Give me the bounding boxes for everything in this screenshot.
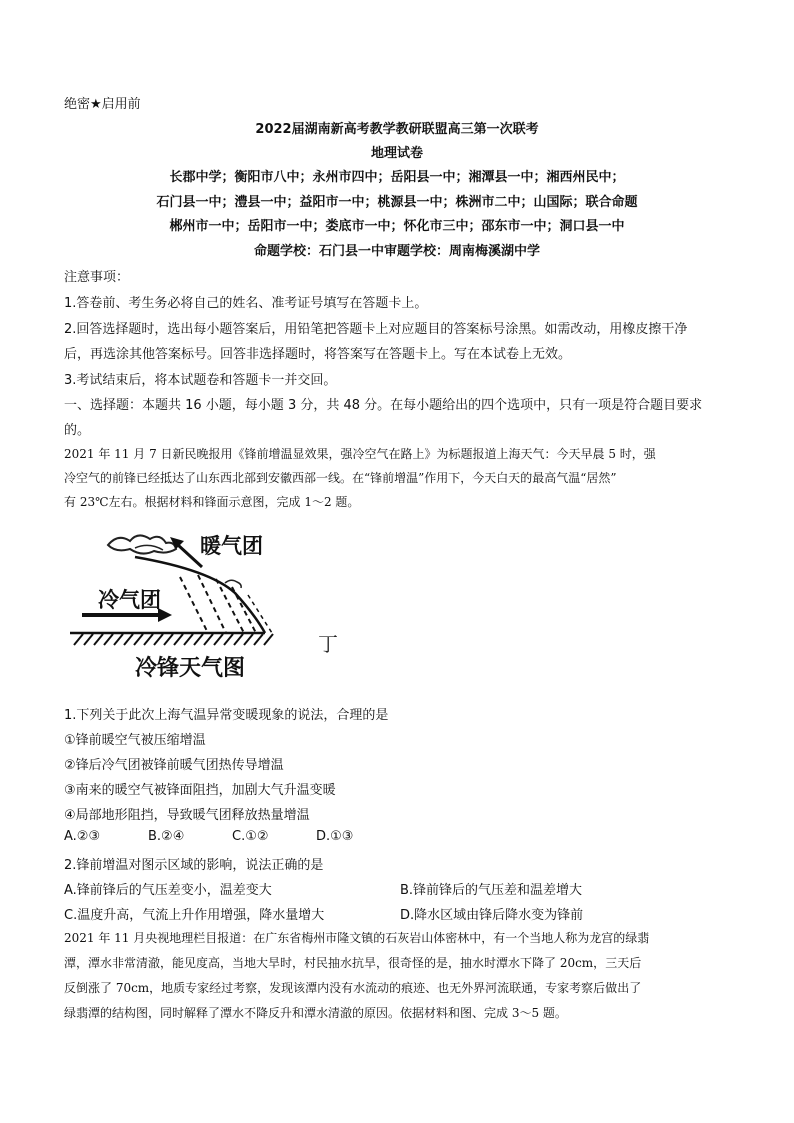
hatch-mark xyxy=(84,634,93,645)
q1-option-b: B.②④ xyxy=(148,829,185,844)
q1-statement-4: ④局部地形阻挡，导致暖气团释放热量增温 xyxy=(64,808,310,823)
schools-line-2: 石门县一中；澧县一中；益阳市一中；桃源县一中；株洲市二中；山国际；联合命题 xyxy=(156,195,638,210)
schools-line-3: 郴州市一中；岳阳市一中；娄底市一中；怀化市三中；邵东市一中；洞口县一中 xyxy=(169,219,625,234)
hatch-mark xyxy=(134,634,143,645)
material1-line-2: 冷空气的前锋已经抵达了山东西北部到安徽西部一线。在“锋前增温”作用下，今天白天的最高气温“居然” xyxy=(64,471,617,485)
hatch-mark xyxy=(224,634,233,645)
hatch-mark xyxy=(204,634,213,645)
proposition-line: 命题学校：石门县一中审题学校：周南梅溪湖中学 xyxy=(253,244,540,259)
ground-hatching xyxy=(74,634,273,645)
notes-item-1: 1.答卷前、考生务必将自己的姓名、准考证号填写在答题卡上。 xyxy=(64,296,428,311)
subject-title: 地理试卷 xyxy=(370,146,423,161)
notes-title: 注意事项： xyxy=(64,270,130,285)
warm-air-label: 暖气团 xyxy=(200,534,263,558)
secret-mark: 绝密★启用前 xyxy=(64,97,141,112)
material1-line-1: 2021 年 11 月 7 日新民晚报用《锋前增温显效果，强冷空气在路上》为标题报道上海天气：今天早晨 5 时，强 xyxy=(64,447,656,461)
section-intro-a: 一、选择题：本题共 16 小题，每小题 3 分，共 48 分。在每小题给出的四个选项中，只有一项是符合题目要求 xyxy=(64,398,703,413)
q2-option-a: A.锋前锋后的气压差变小，温差变大 xyxy=(64,883,272,898)
hatch-mark xyxy=(164,634,173,645)
hatch-mark xyxy=(174,634,183,645)
material2-line-1: 2021 年 11 月央视地理栏目报道：在广东省梅州市隆文镇的石灰岩山体密林中，有一个当地人称为龙宫的绿翡 xyxy=(64,931,650,945)
q2-stem: 2.锋前增温对图示区域的影响，说法正确的是 xyxy=(64,858,324,873)
hatch-mark xyxy=(264,634,273,645)
notes-item-2a: 2.回答选择题时，选出每小题答案后，用铅笔把答题卡上对应题目的答案标号涂黑。如需改动，用橡皮擦干净 xyxy=(64,322,688,337)
q2-option-b: B.锋前锋后的气压差和温差增大 xyxy=(400,883,583,898)
schools-line-1: 长郡中学；衡阳市八中；永州市四中；岳阳县一中；湘潭县一中；湘西州民中； xyxy=(169,170,625,185)
hatch-mark xyxy=(104,634,113,645)
material1-line-3: 有 23℃左右。根据材料和锋面示意图，完成 1～2 题。 xyxy=(64,495,360,509)
hatch-mark xyxy=(194,634,203,645)
q2-option-d: D.降水区域由锋后降水变为锋前 xyxy=(400,908,584,923)
cold-front-svg xyxy=(60,515,360,690)
q1-option-d: D.①③ xyxy=(316,829,354,844)
hatch-mark xyxy=(254,634,263,645)
rain-line-3 xyxy=(216,579,244,633)
hatch-mark xyxy=(94,634,103,645)
hatch-mark xyxy=(234,634,243,645)
hatch-mark xyxy=(114,634,123,645)
material2-line-2: 潭，潭水非常清澈，能见度高，当地大旱时，村民抽水抗旱，很奇怪的是，抽水时潭水下降了 20cm，三天后 xyxy=(64,956,642,970)
q1-statement-2: ②锋后冷气团被锋前暖气团热传导增温 xyxy=(64,758,284,773)
hatch-mark xyxy=(144,634,153,645)
exam-title: 2022届湖南新高考教学教研联盟高三第一次联考 xyxy=(255,122,539,137)
material2-line-4: 绿翡潭的结构图，同时解释了潭水不降反升和潭水清澈的原因。依据材料和图、完成 3～5 题。 xyxy=(64,1006,567,1020)
cold-air-label: 冷气团 xyxy=(98,588,161,612)
hatch-mark xyxy=(184,634,193,645)
hatch-mark xyxy=(244,634,253,645)
q1-option-c: C.①② xyxy=(232,829,269,844)
hatch-mark xyxy=(74,634,83,645)
material2-line-3: 反倒涨了 70cm，地质专家经过考察，发现该潭内没有水流动的痕迹、也无外界河流联通，专家考察后做出了 xyxy=(64,981,642,995)
diagram-caption: 冷锋天气图 xyxy=(135,656,246,681)
q1-statement-1: ①锋前暖空气被压缩增温 xyxy=(64,733,206,748)
cold-front-diagram xyxy=(60,515,360,690)
q1-option-a: A.②③ xyxy=(64,829,101,844)
q1-stem: 1.下列关于此次上海气温异常变暖现象的说法，合理的是 xyxy=(64,708,389,723)
hatch-mark xyxy=(214,634,223,645)
notes-item-3: 3.考试结束后，将本试题卷和答题卡一并交回。 xyxy=(64,373,337,388)
stray-mark: 丁 xyxy=(318,632,338,656)
notes-item-2b: 后，再选涂其他答案标号。回答非选择题时，将答案写在答题卡上。写在本试卷上无效。 xyxy=(64,347,572,362)
section-intro-b: 的。 xyxy=(64,423,91,438)
q2-option-c: C.温度升高，气流上升作用增强，降水量增大 xyxy=(64,908,325,923)
hatch-mark xyxy=(154,634,163,645)
warm-air-arrow xyxy=(178,545,202,567)
cloud-shape xyxy=(108,535,176,553)
q1-statement-3: ③南来的暖空气被锋面阻挡，加剧大气升温变暖 xyxy=(64,783,336,798)
hatch-mark xyxy=(124,634,133,645)
